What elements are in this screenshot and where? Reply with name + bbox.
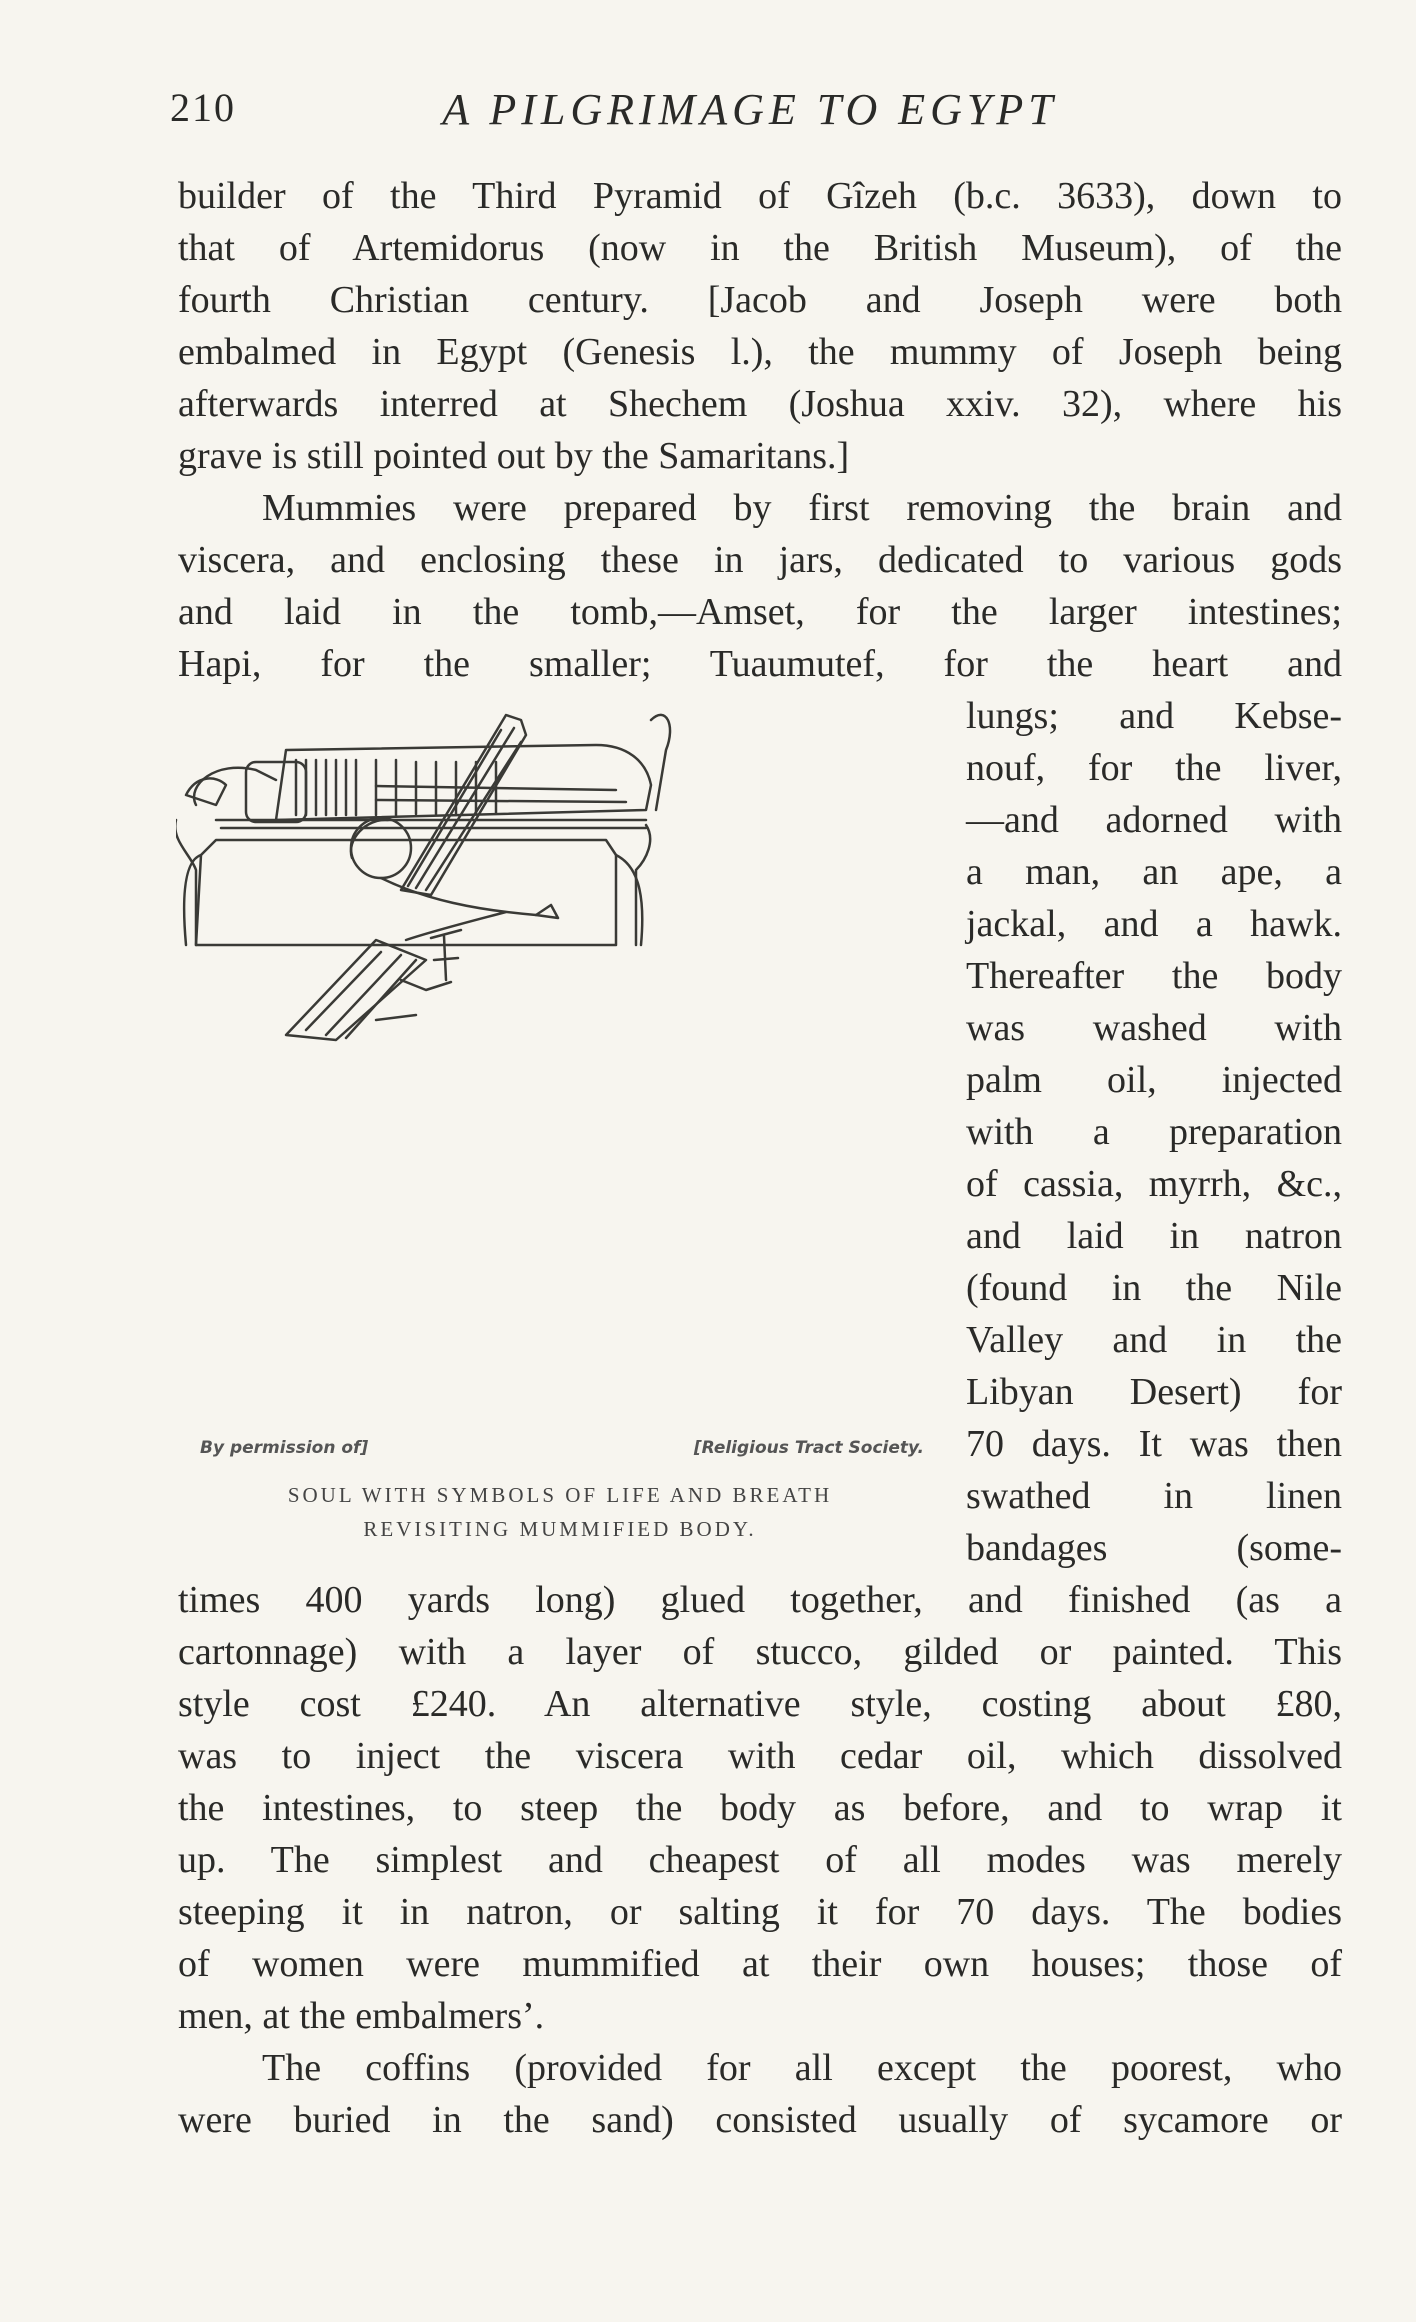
body-line: steeping it in natron, or salting it for 70 days. The bodies [178,1891,1342,1933]
mummy-illustration [176,690,938,1450]
body-line: that of Artemidorus (now in the British Museum), of the [178,227,1342,269]
body-line: Valley and in the [966,1319,1342,1361]
body-line: Mummies were prepared by first removing the brain and [262,487,1342,529]
body-line: viscera, and enclosing these in jars, dedicated to various gods [178,539,1342,581]
ankh-symbol [431,930,461,980]
body-line: afterwards interred at Shechem (Joshua xxiv. 32), where his [178,383,1342,425]
body-line: the intestines, to steep the body as before, and to wrap it [178,1787,1342,1829]
running-title: A PILGRIMAGE TO EGYPT [442,85,1058,134]
figure-caption-line-1: SOUL WITH SYMBOLS OF LIFE AND BREATH [287,1483,833,1507]
soul-and-mummy-drawing [176,690,938,1450]
body-line: grave is still pointed out by the Samaritans.] [178,435,850,477]
body-line: was washed with [966,1007,1342,1049]
figure-caption-line-2: REVISITING MUMMIFIED BODY. [363,1517,757,1541]
body-line: of cassia, myrrh, &c., [966,1163,1342,1205]
body-line: Libyan Desert) for [966,1371,1342,1413]
lion-tail-right [651,715,670,810]
page-number: 210 [170,85,236,130]
body-line: The coffins (provided for all except the poorest, who [262,2047,1342,2089]
body-line: times 400 yards long) glued together, and finished (as a [178,1579,1342,1621]
body-line: fourth Christian century. [Jacob and Joseph were both [178,279,1342,321]
lion-head-left [186,778,226,805]
body-line: palm oil, injected [966,1059,1342,1101]
body-line: embalmed in Egypt (Genesis l.), the mummy of Joseph being [178,331,1342,373]
mummy-head [194,768,276,805]
body-line: and laid in natron [966,1215,1342,1257]
page-header [170,84,1330,144]
body-line: lungs; and Kebse- [966,695,1342,737]
body-line: swathed in linen [966,1475,1342,1517]
bier-frame [196,840,616,945]
figure-credit-right: [Religious Tract Society. [693,1438,924,1458]
body-line: Thereafter the body [966,955,1342,997]
body-line: nouf, for the liver, [966,747,1342,789]
body-line: a man, an ape, a [966,851,1342,893]
body-line: jackal, and a hawk. [966,903,1342,945]
body-line: 70 days. It was then [966,1423,1342,1465]
bier-top [216,820,646,828]
body-line: cartonnage) with a layer of stucco, gilded or painted. This [178,1631,1342,1673]
body-line: up. The simplest and cheapest of all modes was merely [178,1839,1342,1881]
body-line: with a preparation [966,1111,1342,1153]
body-line: and laid in the tomb,—Amset, for the larger intestines; [178,591,1342,633]
body-line: bandages (some- [966,1527,1342,1569]
body-line: of women were mummified at their own houses; those of [178,1943,1342,1985]
body-line: —and adorned with [966,799,1342,841]
body-line: was to inject the viscera with cedar oil, which dissolved [178,1735,1342,1777]
body-line: style cost £240. An alternative style, costing about £80, [178,1683,1342,1725]
body-line: were buried in the sand) consisted usually of sycamore or [178,2099,1342,2141]
body-line: builder of the Third Pyramid of Gîzeh (b.c. 3633), down to [178,175,1342,217]
body-line: (found in the Nile [966,1267,1342,1309]
body-line: men, at the embalmers’. [178,1995,545,2037]
figure-credit-left: By permission of] [200,1438,369,1458]
body-line: Hapi, for the smaller; Tuaumutef, for the heart and [178,643,1342,685]
